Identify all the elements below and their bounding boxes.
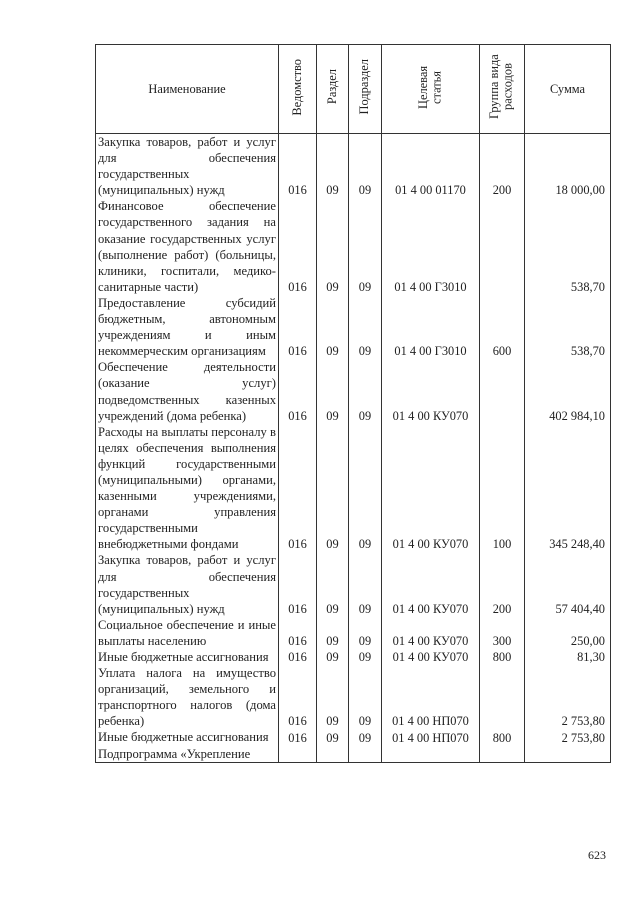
header-vedomstvo: [279, 45, 317, 134]
cell-name: Социальное обеспечение и иные выплаты населению: [96, 617, 279, 649]
table-row: [96, 359, 611, 423]
table-row: [96, 552, 611, 616]
cell-razdel: 09: [317, 359, 349, 423]
cell-razdel: 09: [317, 649, 349, 665]
cell-group: [480, 665, 525, 729]
cell-target: [382, 746, 480, 763]
cell-podrazdel: 09: [349, 617, 382, 649]
cell-name: Иные бюджетные ассигнования: [96, 729, 279, 745]
cell-sum: 345 248,40: [525, 424, 611, 553]
header-razdel-label: Раздел: [324, 69, 339, 105]
cell-name: Подпрограмма «Укрепление: [96, 746, 279, 763]
cell-podrazdel: 09: [349, 359, 382, 423]
cell-group: [480, 198, 525, 295]
cell-target: 01 4 00 КУ070: [382, 552, 480, 616]
header-target: [382, 45, 480, 134]
cell-sum: 538,70: [525, 198, 611, 295]
cell-sum: 250,00: [525, 617, 611, 649]
cell-razdel: 09: [317, 424, 349, 553]
cell-group: 600: [480, 295, 525, 359]
cell-podrazdel: 09: [349, 198, 382, 295]
cell-sum: [525, 746, 611, 763]
cell-razdel: 09: [317, 134, 349, 199]
cell-target: 01 4 00 КУ070: [382, 359, 480, 423]
cell-sum: 2 753,80: [525, 665, 611, 729]
cell-sum: 2 753,80: [525, 729, 611, 745]
cell-podrazdel: 09: [349, 295, 382, 359]
cell-group: [480, 359, 525, 423]
header-razdel: [317, 45, 349, 134]
cell-target: 01 4 00 НП070: [382, 665, 480, 729]
cell-razdel: 09: [317, 665, 349, 729]
cell-vedomstvo: 016: [279, 424, 317, 553]
table-row: [96, 295, 611, 359]
table-row: [96, 424, 611, 553]
cell-name: Финансовое обеспечение государственного задания на оказание государственных услуг (выполнение работ) (больницы, клиники, госпитали, медико-санитарные части): [96, 198, 279, 295]
cell-target: 01 4 00 Г3010: [382, 295, 480, 359]
header-podrazdel: [349, 45, 382, 134]
cell-razdel: 09: [317, 617, 349, 649]
header-name: [96, 45, 279, 134]
cell-group: 200: [480, 134, 525, 199]
cell-target: 01 4 00 Г3010: [382, 198, 480, 295]
cell-group: 300: [480, 617, 525, 649]
cell-target: 01 4 00 КУ070: [382, 649, 480, 665]
cell-name: Уплата налога на имущество организаций, земельного и транспортного налогов (дома ребенка): [96, 665, 279, 729]
budget-table: [95, 44, 611, 763]
cell-podrazdel: 09: [349, 649, 382, 665]
cell-name: Закупка товаров, работ и услуг для обеспечения государственных (муниципальных) нужд: [96, 552, 279, 616]
cell-podrazdel: 09: [349, 552, 382, 616]
cell-name: Обеспечение деятельности (оказание услуг) подведомственных казенных учреждений (дома ребенка): [96, 359, 279, 423]
cell-target: 01 4 00 КУ070: [382, 617, 480, 649]
cell-vedomstvo: 016: [279, 552, 317, 616]
table-row: [96, 746, 611, 763]
cell-target: 01 4 00 01170: [382, 134, 480, 199]
cell-group: 100: [480, 424, 525, 553]
cell-razdel: 09: [317, 729, 349, 745]
table-row: [96, 134, 611, 199]
cell-group: 800: [480, 649, 525, 665]
header-group-label: Группа вида расходов: [487, 54, 515, 120]
table-row: [96, 617, 611, 649]
table-row: [96, 665, 611, 729]
header-podrazdel-label: Подраздел: [357, 59, 372, 115]
cell-vedomstvo: [279, 746, 317, 763]
table-row: [96, 198, 611, 295]
cell-vedomstvo: 016: [279, 665, 317, 729]
cell-vedomstvo: 016: [279, 198, 317, 295]
header-group: [480, 45, 525, 134]
table-header: [96, 45, 611, 134]
cell-group: [480, 746, 525, 763]
cell-razdel: 09: [317, 198, 349, 295]
cell-razdel: 09: [317, 552, 349, 616]
cell-podrazdel: 09: [349, 424, 382, 553]
cell-podrazdel: 09: [349, 134, 382, 199]
page-number: 623: [588, 848, 606, 862]
cell-vedomstvo: 016: [279, 295, 317, 359]
cell-sum: 57 404,40: [525, 552, 611, 616]
header-name-label: Наименование: [148, 81, 226, 96]
table-row: [96, 649, 611, 665]
cell-razdel: 09: [317, 295, 349, 359]
cell-target: 01 4 00 КУ070: [382, 424, 480, 553]
cell-group: 200: [480, 552, 525, 616]
cell-vedomstvo: 016: [279, 649, 317, 665]
cell-vedomstvo: 016: [279, 617, 317, 649]
cell-sum: 538,70: [525, 295, 611, 359]
header-sum: [525, 45, 611, 134]
table-row: [96, 729, 611, 745]
cell-target: 01 4 00 НП070: [382, 729, 480, 745]
cell-name: Закупка товаров, работ и услуг для обеспечения государственных (муниципальных) нужд: [96, 134, 279, 199]
header-sum-label: Сумма: [549, 81, 586, 96]
cell-podrazdel: 09: [349, 665, 382, 729]
cell-vedomstvo: 016: [279, 729, 317, 745]
header-target-label: Целевая статья: [415, 65, 444, 109]
header-vedomstvo-label: Ведомство: [289, 58, 304, 116]
cell-vedomstvo: 016: [279, 359, 317, 423]
cell-sum: 18 000,00: [525, 134, 611, 199]
cell-name: Расходы на выплаты персоналу в целях обеспечения выполнения функций государственными (муниципальными) органами, казенными учреждениями, органами управления государственными внебюджетными фондами: [96, 424, 279, 553]
cell-vedomstvo: 016: [279, 134, 317, 199]
cell-razdel: [317, 746, 349, 763]
cell-group: 800: [480, 729, 525, 745]
table-body: [96, 134, 611, 763]
cell-podrazdel: [349, 746, 382, 763]
cell-sum: 402 984,10: [525, 359, 611, 423]
cell-podrazdel: 09: [349, 729, 382, 745]
cell-name: Предоставление субсидий бюджетным, автономным учреждениям и иным некоммерческим организациям: [96, 295, 279, 359]
cell-sum: 81,30: [525, 649, 611, 665]
cell-name: Иные бюджетные ассигнования: [96, 649, 279, 665]
